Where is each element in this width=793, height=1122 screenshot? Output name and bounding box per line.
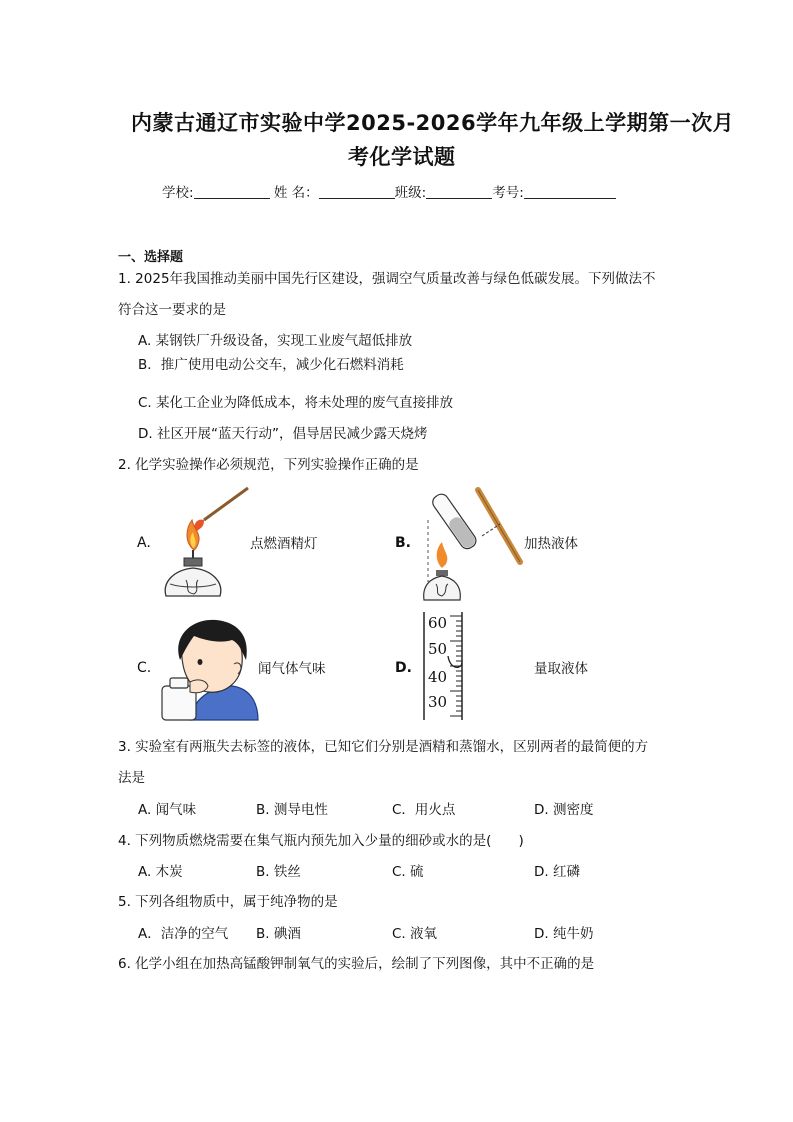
heating-liquid-figure [420, 486, 525, 604]
exam-no-label: 考号: [492, 185, 524, 201]
q1-option-c[interactable]: C. 某化工企业为降低成本，将未处理的废气直接排放 [138, 395, 454, 411]
q3-option-b[interactable]: B. 测导电性 [256, 802, 328, 818]
q2-option-b-label[interactable]: B. [395, 535, 411, 551]
q2-option-a-label[interactable]: A. [137, 535, 151, 551]
q4-option-b[interactable]: B. 铁丝 [256, 864, 301, 880]
q2-option-a-caption: 点燃酒精灯 [250, 536, 318, 552]
q3-option-d[interactable]: D. 测密度 [534, 802, 594, 818]
school-label: 学校: [162, 185, 194, 201]
q4-option-c[interactable]: C. 硫 [392, 864, 424, 880]
page-title-line1: 内蒙古通辽市实验中学2025-2026学年九年级上学期第一次月 [131, 111, 735, 135]
q5-option-c[interactable]: C. 液氧 [392, 926, 438, 942]
name-blank[interactable] [319, 185, 395, 199]
q1-stem-line2: 符合这一要求的是 [118, 302, 226, 318]
name-label: 姓 名： [273, 185, 319, 201]
q5-option-b[interactable]: B. 碘酒 [256, 926, 301, 942]
alcohol-lamp-lighting-figure [160, 484, 260, 602]
class-label: 班级: [394, 185, 427, 201]
q5-stem: 5. 下列各组物质中，属于纯净物的是 [118, 894, 338, 910]
student-info-line [162, 184, 616, 202]
q2-option-c-caption: 闻气体气味 [258, 661, 326, 677]
q3-stem-line1: 3. 实验室有两瓶失去标签的液体，已知它们分别是酒精和蒸馏水，区别两者的最简便的方 [118, 739, 649, 755]
section-heading: 一、选择题 [118, 250, 184, 265]
q4-option-a[interactable]: A. 木炭 [138, 864, 183, 880]
q1-option-d[interactable]: D. 社区开展“蓝天行动”，倡导居民减少露天烧烤 [138, 426, 428, 442]
cylinder-tick-40: 40 [428, 668, 448, 686]
q2-option-d-label[interactable]: D. [395, 660, 412, 676]
exam-no-blank[interactable] [524, 185, 616, 199]
q5-option-a[interactable]: A．洁净的空气 [138, 926, 229, 942]
q3-option-c[interactable]: C．用火点 [392, 802, 456, 818]
q5-option-d[interactable]: D. 纯牛奶 [534, 926, 594, 942]
smelling-gas-figure [160, 614, 260, 720]
school-blank[interactable] [194, 185, 270, 199]
q1-option-a[interactable]: A. 某钢铁厂升级设备，实现工业废气超低排放 [138, 333, 413, 349]
class-blank[interactable] [426, 185, 492, 199]
q6-stem: 6. 化学小组在加热高锰酸钾制氧气的实验后，绘制了下列图像，其中不正确的是 [118, 956, 595, 972]
cylinder-tick-50: 50 [428, 640, 448, 658]
q2-option-d-caption: 量取液体 [534, 661, 588, 677]
q4-option-d[interactable]: D. 红磷 [534, 864, 580, 880]
page-title-line2: 考化学试题 [348, 145, 456, 169]
cylinder-tick-30: 30 [428, 693, 448, 711]
cylinder-tick-60: 60 [428, 614, 448, 632]
q1-stem-line1: 1. 2025年我国推动美丽中国先行区建设，强调空气质量改善与绿色低碳发展。下列做法不 [118, 271, 656, 287]
q2-option-b-caption: 加热液体 [524, 536, 578, 552]
q2-stem: 2. 化学实验操作必须规范，下列实验操作正确的是 [118, 457, 419, 473]
q2-option-c-label[interactable]: C. [137, 660, 152, 676]
q3-option-a[interactable]: A. 闻气味 [138, 802, 197, 818]
q3-stem-line2: 法是 [118, 770, 145, 786]
graduated-cylinder-figure [422, 612, 466, 720]
q1-option-b[interactable]: B．推广使用电动公交车，减少化石燃料消耗 [138, 357, 404, 373]
q4-stem: 4. 下列物质燃烧需要在集气瓶内预先加入少量的细砂或水的是( ) [118, 833, 524, 849]
